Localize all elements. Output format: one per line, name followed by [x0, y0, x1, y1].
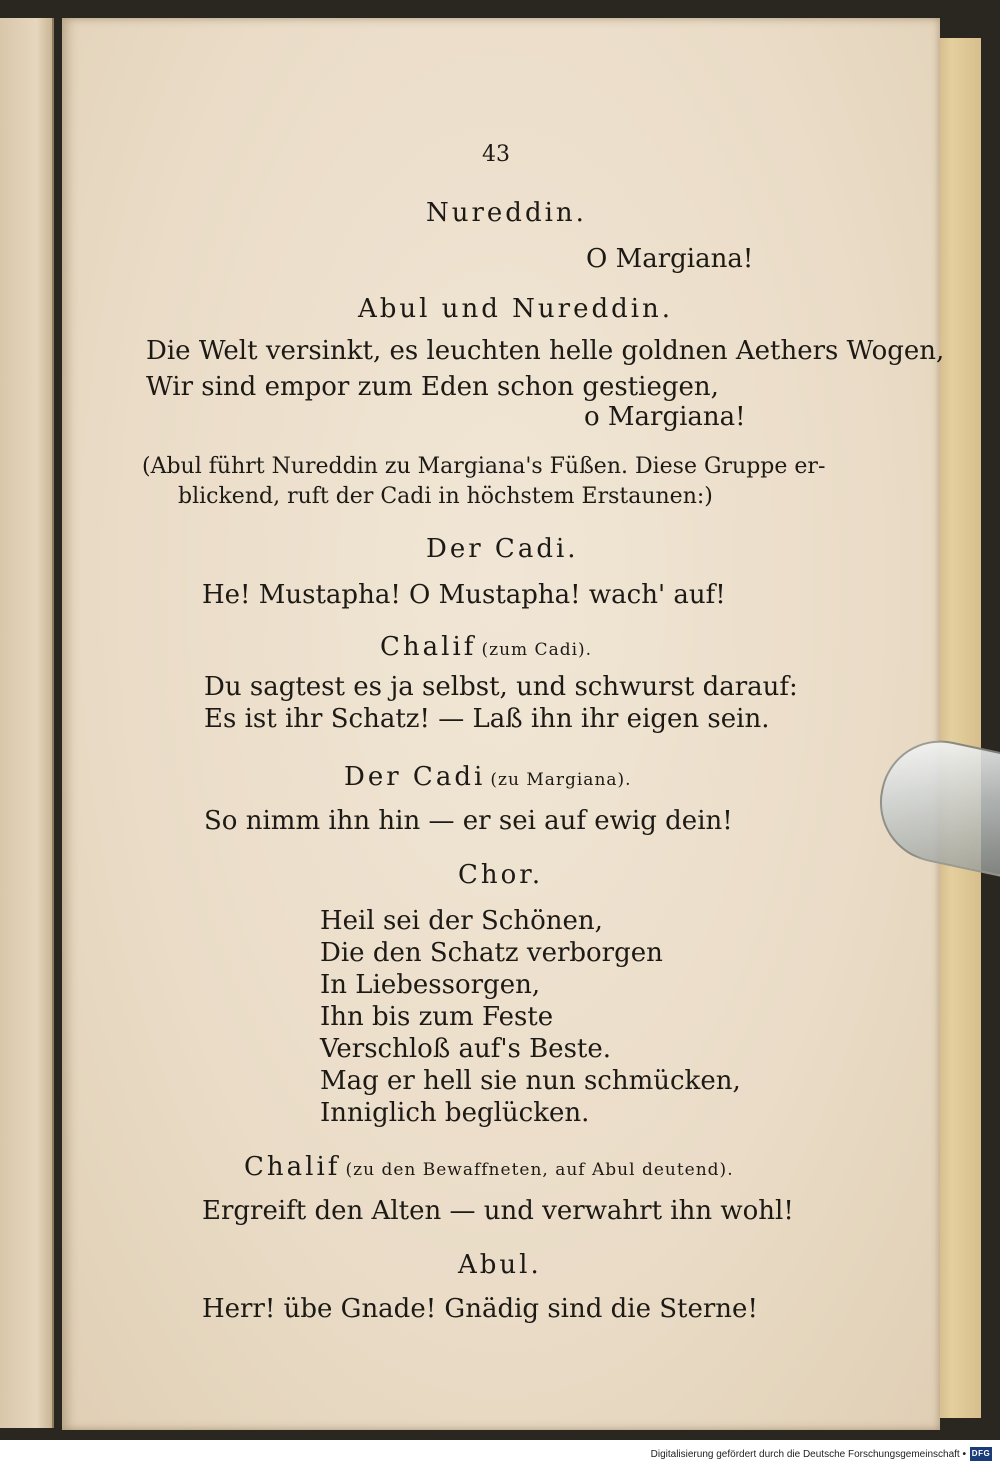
- verse-line: So nimm ihn hin — er sei auf ewig dein!: [204, 806, 733, 836]
- stage-direction: blickend, ruft der Cadi in höchstem Erstaunen:): [178, 484, 713, 509]
- speaker-heading: [344, 762, 632, 792]
- verse-line: O Margiana!: [586, 244, 754, 274]
- footer-text: Digitalisierung gefördert durch die Deutsche Forschungsgemeinschaft: [650, 1449, 960, 1460]
- chorus-line: Heil sei der Schönen,: [320, 906, 603, 936]
- stage-direction: (zu Margiana).: [490, 770, 632, 790]
- footer-separator: •: [962, 1449, 966, 1460]
- speaker-der-cadi: Der Cadi.: [426, 534, 579, 564]
- book-page: [62, 18, 945, 1430]
- verse-line: Ergreift den Alten — und verwahrt ihn wohl!: [202, 1196, 794, 1226]
- chorus-line: Mag er hell sie nun schmücken,: [320, 1066, 741, 1096]
- dfg-logo: DFG: [970, 1447, 992, 1461]
- verse-line: Du sagtest es ja selbst, und schwurst darauf:: [204, 672, 798, 702]
- verse-line: Herr! übe Gnade! Gnädig sind die Sterne!: [202, 1294, 758, 1324]
- stage-direction: (zu den Bewaffneten, auf Abul deutend).: [345, 1160, 734, 1180]
- stage-direction: (Abul führt Nureddin zu Margiana's Füßen. Diese Gruppe er-: [142, 454, 826, 479]
- chorus-line: In Liebessorgen,: [320, 970, 541, 1000]
- page-number: 43: [482, 142, 510, 167]
- speaker-chalif: Chalif: [244, 1152, 341, 1182]
- speaker-nureddin: Nureddin.: [426, 198, 587, 228]
- speaker-abul: Abul.: [458, 1250, 542, 1280]
- chorus-line: Die den Schatz verborgen: [320, 938, 663, 968]
- verse-line: He! Mustapha! O Mustapha! wach' auf!: [202, 580, 726, 610]
- chorus-line: Ihn bis zum Feste: [320, 1002, 554, 1032]
- verse-line: Es ist ihr Schatz! — Laß ihn ihr eigen sein.: [204, 704, 770, 734]
- verse-line: Wir sind empor zum Eden schon gestiegen,: [146, 372, 719, 402]
- chorus-line: Inniglich beglücken.: [320, 1098, 590, 1128]
- stage-direction: (zum Cadi).: [481, 640, 593, 660]
- speaker-chalif: Chalif: [380, 632, 477, 662]
- speaker-heading: [244, 1152, 734, 1182]
- verse-line: Die Welt versinkt, es leuchten helle goldnen Aethers Wogen,: [146, 336, 945, 366]
- speaker-abul-und-nureddin: Abul und Nureddin.: [358, 294, 674, 324]
- speaker-chor: Chor.: [458, 860, 544, 890]
- speaker-der-cadi: Der Cadi: [344, 762, 486, 792]
- verse-line: o Margiana!: [584, 402, 746, 432]
- funding-footer: [651, 1449, 966, 1460]
- previous-page-edge: [0, 18, 54, 1428]
- speaker-heading: [380, 632, 592, 662]
- chorus-line: Verschloß auf's Beste.: [320, 1034, 612, 1064]
